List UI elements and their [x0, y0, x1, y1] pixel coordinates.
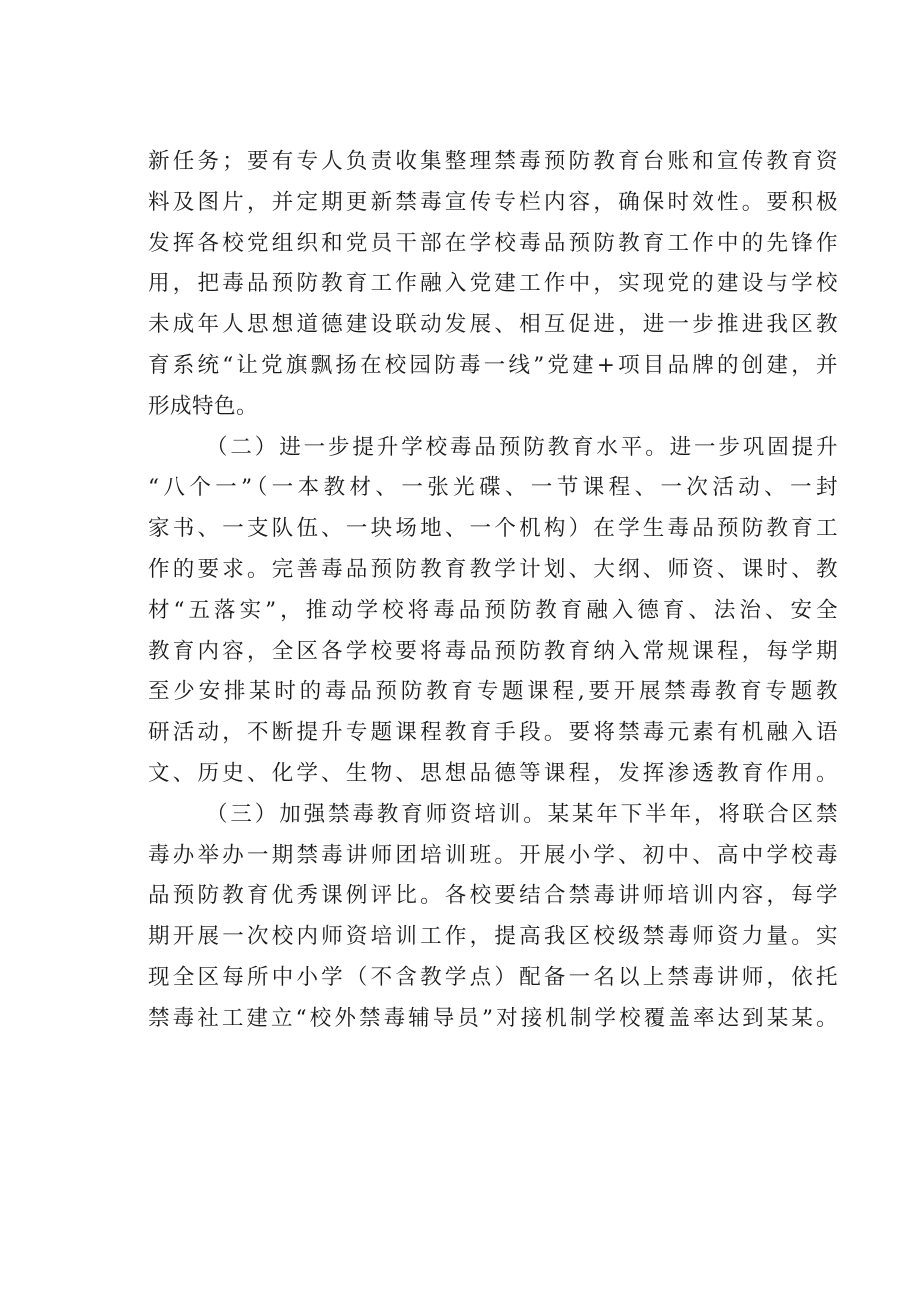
- text-line: 禁毒社工建立“校外禁毒辅导员”对接机制学校覆盖率达到某某。: [148, 1005, 838, 1031]
- text-line: 品预防教育优秀课例评比。各校要结合禁毒讲师培训内容，每学: [148, 883, 838, 909]
- text-line: 教育内容，全区各学校要将毒品预防教育纳入常规课程，每学期: [148, 638, 838, 664]
- paragraph-party-building: [148, 142, 838, 428]
- text-line: 未成年人思想道德建设联动发展、相互促进，进一步推进我区教: [148, 312, 838, 338]
- text-line: 文、历史、化学、生物、思想品德等课程，发挥渗透教育作用。: [148, 760, 838, 786]
- text-line: 新任务；要有专人负责收集整理禁毒预防教育台账和宣传教育资: [148, 149, 838, 174]
- text-line: 形成特色。: [148, 393, 259, 419]
- text-line: 至少安排某时的毒品预防教育专题课程,要开展禁毒教育专题教: [148, 679, 838, 705]
- text-line: 育系统“让党旗飘扬在校园防毒一线”党建+项目品牌的创建，并: [148, 352, 838, 378]
- text-line: 家书、一支队伍、一块场地、一个机构）在学生毒品预防教育工: [148, 516, 838, 542]
- text-line: 毒办举办一期禁毒讲师团培训班。开展小学、初中、高中学校毒: [148, 842, 838, 868]
- section-heading-line: （二）进一步提升学校毒品预防教育水平。进一步巩固提升: [206, 434, 838, 460]
- text-line: “八个一”（一本教材、一张光碟、一节课程、一次活动、一封: [148, 475, 838, 501]
- paragraph-section-2: [148, 428, 838, 795]
- text-line: 料及图片，并定期更新禁毒宣传专栏内容，确保时效性。要积极: [148, 189, 838, 215]
- text-line: 研活动，不断提升专题课程教育手段。要将禁毒元素有机融入语: [148, 720, 838, 746]
- text-line: 现全区每所中小学（不含教学点）配备一名以上禁毒讲师，依托: [148, 964, 838, 990]
- text-line: 用，把毒品预防教育工作融入党建工作中，实现党的建设与学校: [148, 271, 838, 297]
- section-heading-line: （三）加强禁毒教育师资培训。某某年下半年，将联合区禁: [206, 801, 838, 827]
- text-line: 期开展一次校内师资培训工作，提高我区校级禁毒师资力量。实: [148, 924, 838, 950]
- text-line: 发挥各校党组织和党员干部在学校毒品预防教育工作中的先锋作: [148, 230, 838, 256]
- document-body: [148, 142, 838, 1040]
- paragraph-section-3: [148, 795, 838, 1040]
- text-line: 材“五落实”，推动学校将毒品预防教育融入德育、法治、安全: [148, 597, 838, 623]
- text-line: 作的要求。完善毒品预防教育教学计划、大纲、师资、课时、教: [148, 556, 838, 582]
